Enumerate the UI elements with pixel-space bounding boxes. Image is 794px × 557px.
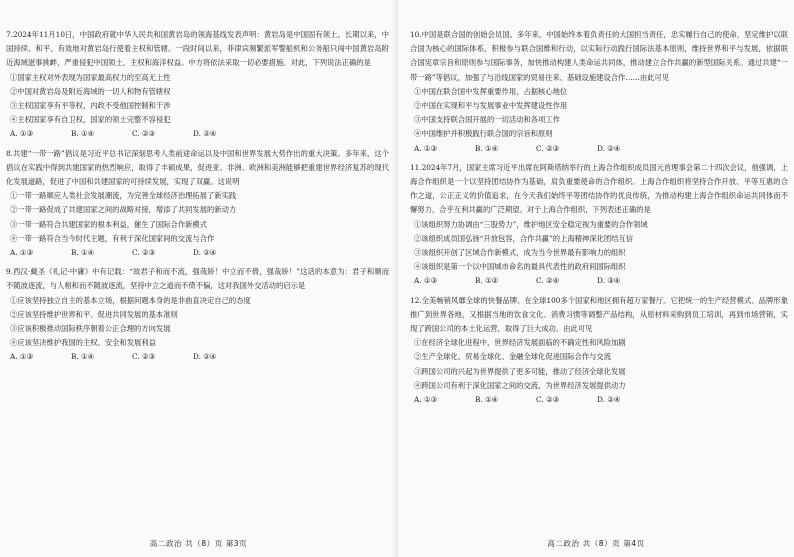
question-12-option-4: ④跨国公司有利于深化国家之间的交流，为世界经济发展提供动力 — [414, 380, 626, 390]
choice-b: B. ①④ — [71, 129, 95, 139]
choice-a: A. ①③ — [414, 143, 437, 153]
choice-d: D. ②④ — [597, 395, 621, 405]
question-7-option-3: ③主权国家享有平等权，内政不受他国控制和干涉 — [10, 101, 171, 111]
choice-a: A. ①③ — [414, 395, 437, 405]
choice-c: C. ②③ — [132, 129, 156, 139]
question-7 — [6, 28, 389, 142]
exam-page-4 — [397, 0, 794, 557]
question-7-option-2: ②中国对黄岩岛及附近海域的一切人和物有管辖权 — [10, 86, 171, 96]
question-10-option-4: ④中国维护并积极践行联合国的宗旨和原则 — [414, 129, 553, 139]
question-7-option-4: ④主权国家享有自卫权，国家的领土完整不容侵犯 — [10, 115, 171, 125]
choice-d: D. ②④ — [597, 143, 621, 153]
question-11-option-4: ④该组织是第一个以中国城市命名的最具代表性的政府间国际组织 — [414, 262, 626, 272]
choice-c: C. ②③ — [536, 395, 560, 405]
question-9-option-2: ②应该坚持维护世界和平、促进共同发展的基本准则 — [10, 309, 178, 319]
question-9-option-3: ③应该积极推动国际秩序朝着公正合理的方向发展 — [10, 324, 171, 334]
question-8-option-3: ③一带一路符合共建国家的根本利益，催生了国际合作新模式 — [10, 219, 208, 229]
question-11 — [410, 161, 788, 289]
choice-a: A. ①③ — [10, 248, 33, 258]
question-11-option-2: ②该组织成员国弘扬“开放包容，合作共赢”的上海精神深化团结互信 — [414, 233, 634, 243]
choice-a: A. ①③ — [10, 352, 33, 362]
question-9-stem: 9.西汉·戴圣《礼记·中庸》中有记载：“故君子和而不流，强哉矫！中立而不倚，强哉矫！”这话的本意为：君子和顺而不随波逐流，与人相和而不随波逐流，坚持中立之道而不倚不偏，这对我国外交活动的启示是 — [6, 267, 389, 291]
question-10-option-1: ①中国在联合国中发挥重要作用，占据核心地位 — [414, 86, 568, 96]
question-8-choices — [6, 246, 389, 260]
question-10 — [410, 28, 788, 156]
question-11-choices — [410, 274, 788, 288]
choice-d: D. ③④ — [597, 276, 621, 286]
question-7-choices — [6, 127, 389, 141]
question-10-option-2: ②中国在实现和平与发展事业中发挥建设性作用 — [414, 101, 568, 111]
question-9 — [6, 265, 389, 364]
page-3-content — [6, 28, 389, 366]
choice-d: D. ②④ — [193, 248, 217, 258]
question-9-option-4: ④应该坚决维护我国的主权、安全和发展利益 — [10, 338, 156, 348]
page-4-content — [410, 28, 788, 408]
question-8-option-1: ①一带一路顺应人类社会发展潮流，为完善全球经济治理拓展了新实践 — [10, 191, 237, 201]
choice-d: D. ②④ — [193, 352, 217, 362]
question-8-option-2: ②一带一路促成了共建国家之间的战略对接，增添了共同发展的新动力 — [10, 205, 237, 215]
question-8 — [6, 147, 389, 261]
question-8-option-4: ④一带一路符合当今时代主题，有利于深化国家间的交流与合作 — [10, 233, 215, 243]
page-3-footer: 高二政治 共（8）页 第3页 — [149, 539, 248, 548]
question-10-choices — [410, 142, 788, 156]
choice-c: C. ②③ — [536, 143, 560, 153]
question-12-choices — [410, 393, 788, 407]
choice-d: D. ②④ — [193, 129, 217, 139]
choice-b: B. ①④ — [475, 143, 499, 153]
question-9-choices — [6, 350, 389, 364]
choice-b: B. ①② — [475, 276, 499, 286]
question-12-option-1: ①在经济全球化进程中，世界经济发展面临的不确定性和风险加剧 — [414, 338, 626, 348]
choice-c: C. ②④ — [536, 276, 560, 286]
choice-c: C. ②③ — [132, 248, 156, 258]
choice-a: A. ①③ — [414, 276, 437, 286]
choice-c: C. ②③ — [132, 352, 156, 362]
choice-b: B. ①④ — [71, 352, 95, 362]
question-7-stem: 7.2024年11月10日，中国政府就中华人民共和国黄岩岛的领海基线发表声明：黄岩岛是中国固有领土。长期以来，中国持续、和平、有效地对黄岩岛行使着主权和管辖。一段时间以来，菲律宾频繁派军警船机和公务船只闯中国黄岩岛附近海域滋事挑衅，严重侵犯中国领土、主权和海洋权益。中方将依法采取一切必要措施。对此，下列说法正确的是 — [6, 30, 389, 68]
question-10-option-3: ③中国支持联合国开展的一切活动和各项工作 — [414, 115, 560, 125]
question-11-option-1: ①该组织努力协调由“三股势力”，维护地区安全稳定视为重要的合作领域 — [414, 219, 648, 229]
choice-b: B. ①④ — [475, 395, 499, 405]
page-4-footer: 高二政治 共（8）页 第4页 — [547, 539, 645, 548]
question-11-stem: 11.2024年7月，国家主席习近平出席在阿斯塔纳举行的上海合作组织成员国元首理事会第二十四次会议，他强调，上海合作组织是一个以坚持团结协作为基础，肩负重要使命的合作组织。上海合作组织将坚持合作开放、平等互惠的合作之道，公正正义的价值追求，在今天我们始终平等团结协作的优良传统，为推动构建上海合作组织命运共同体而不懈努力，合乎互利共赢的广泛期望。对于上海合作组织，下列表述正确的是 — [410, 162, 788, 215]
choice-b: B. ①④ — [71, 248, 95, 258]
question-7-option-1: ①国家主权对外表现为国家最高权力的至高无上性 — [10, 72, 171, 82]
choice-a: A. ①③ — [10, 129, 33, 139]
question-9-option-1: ①应该坚持独立自主的基本立场，根据问题本身的是非曲直决定自己的态度 — [10, 295, 251, 305]
question-12-option-3: ③跨国公司的兴起为世界提供了更多可能，推动了经济全球化发展 — [414, 366, 626, 376]
question-8-stem: 8.共建“一带一路”倡议是习近平总书记深刻思考人类前途命运以及中国和世界发展大势作出的重大决策。多年来，这个倡议在实践中得到共建国家的热烈响应，取得了丰硕成果，促进亚、非洲、欧洲和美洲能够把重建世界经济复苏的现代化发展道路，促进了中国和共建国家的可持续发展，实现了双赢。这说明 — [6, 148, 389, 187]
question-11-option-3: ③该组织开创了区域合作新模式，成为当今世界最有影响力的组织 — [414, 248, 626, 258]
question-10-stem: 10.中国是联合国的创始会员国。多年来，中国始终本着负责任的大国担当责任，忠实履行自己的使命，坚定维护以联合国为核心的国际体系，积极参与联合国维和行动，以实际行动践行国际法基本原则，维持世界和平与发展，依据联合国宪章宗旨和原则参与国际事务，加快推动构建人类命运共同体，推动建立合作共赢的新型国际关系。通过共建“一带一路”等倡议，加强了与沿线国家的贸易往来、基础设施建设合作……由此可见 — [410, 30, 788, 82]
question-12-option-2: ②生产全球化、贸易全球化、金融全球化促进国际合作与交流 — [414, 352, 612, 362]
question-12-stem: 12.全美畅销风靡全球的快餐品牌。在全球100多个国家和地区拥有超万家餐厅。它把统一的生产经营模式、品牌形象推广到世界各地，又根据当地的饮食文化、消费习惯等调整产品结构，从原材料采购到员工培训，再到市场营销，实现了跨国公司的本土化运营，取得了巨大成功。由此可见 — [410, 295, 788, 334]
question-12 — [410, 294, 788, 408]
